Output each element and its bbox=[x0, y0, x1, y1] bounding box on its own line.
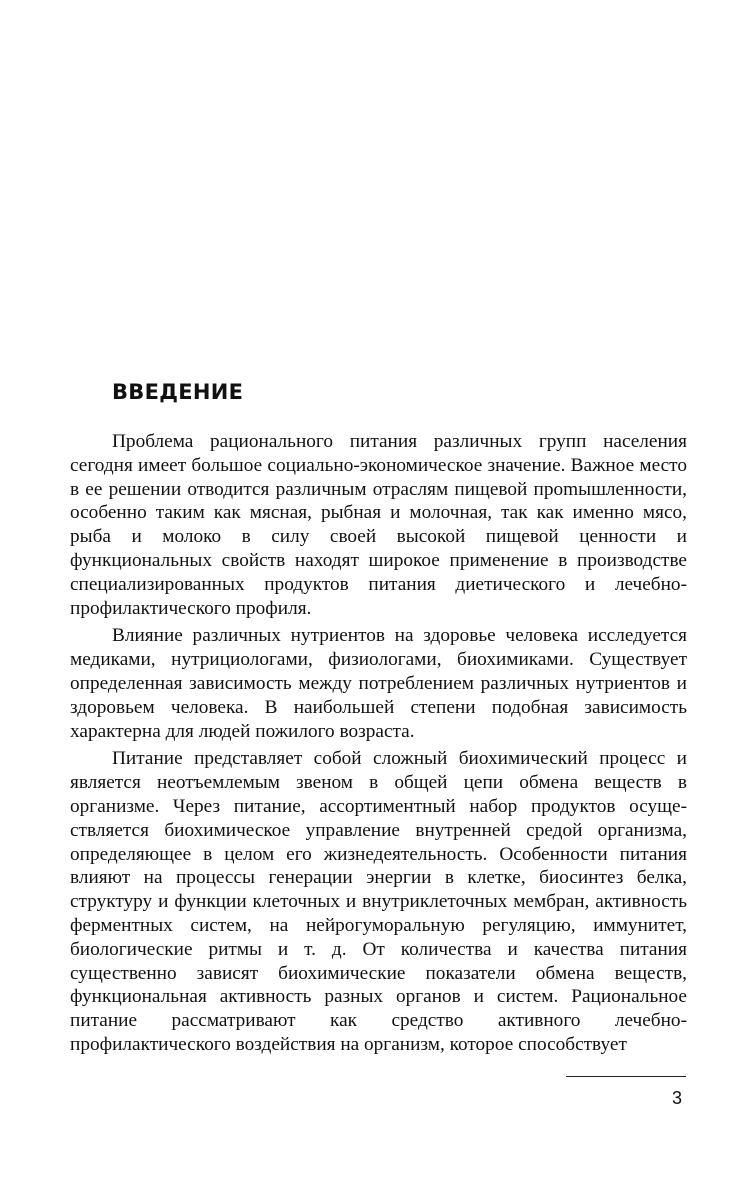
chapter-heading: ВВЕДЕНИЕ bbox=[112, 380, 244, 404]
body-text bbox=[70, 430, 687, 1057]
footer-rule bbox=[566, 1076, 686, 1077]
page-number: 3 bbox=[672, 1088, 683, 1108]
paragraph-1: Проблема рационального питания различных групп населения сегодня имеет большое социально-экономическое значение. Важное место в ее решении отводится различным отраслям пищевой проmышленности, особенно таким как мясная, рыбная и молочная, так как именно мясо, рыба и молоко в силу своей высокой пищевой ценности и функциональных свойств находят широкое применение в производстве специализированных продуктов питания диетического и лечебно-профилактического профиля. bbox=[70, 431, 687, 619]
paragraph-3: Питание представляет собой сложный биохимический процесс и является неотъемлемым звеном в общей цепи обмена веществ в организме. Через питание, ассортиментный набор продуктов осуществляется биохимическое управление внутренней средой организма, определяющее в целом его жизнедеятельность. Особенности питания влияют на процессы генерации энергии в клетке, биосинтез белка, структуру и функции клеточных и внутриклеточных мембран, активность ферментных систем, на нейрогуморальную регуляцию, иммунитет, биологические ритмы и т. д. От количества и качества питания существенно зависят биохимические показатели обмена веществ, функциональная активность разных органов и систем. Рациональное питание рассматривают как средство активного лечебно-профилактического воздействия на организм, которое способствует bbox=[70, 748, 687, 1055]
paragraph-2: Влияние различных нутриентов на здоровье человека исследуется медиками, нутрициологами, физиологами, биохимиками. Существует определенная зависимость между потреблением различных нутриентов и здоровьем человека. В наибольшей степени подобная зависимость характерна для людей пожилого возраста. bbox=[70, 625, 687, 742]
